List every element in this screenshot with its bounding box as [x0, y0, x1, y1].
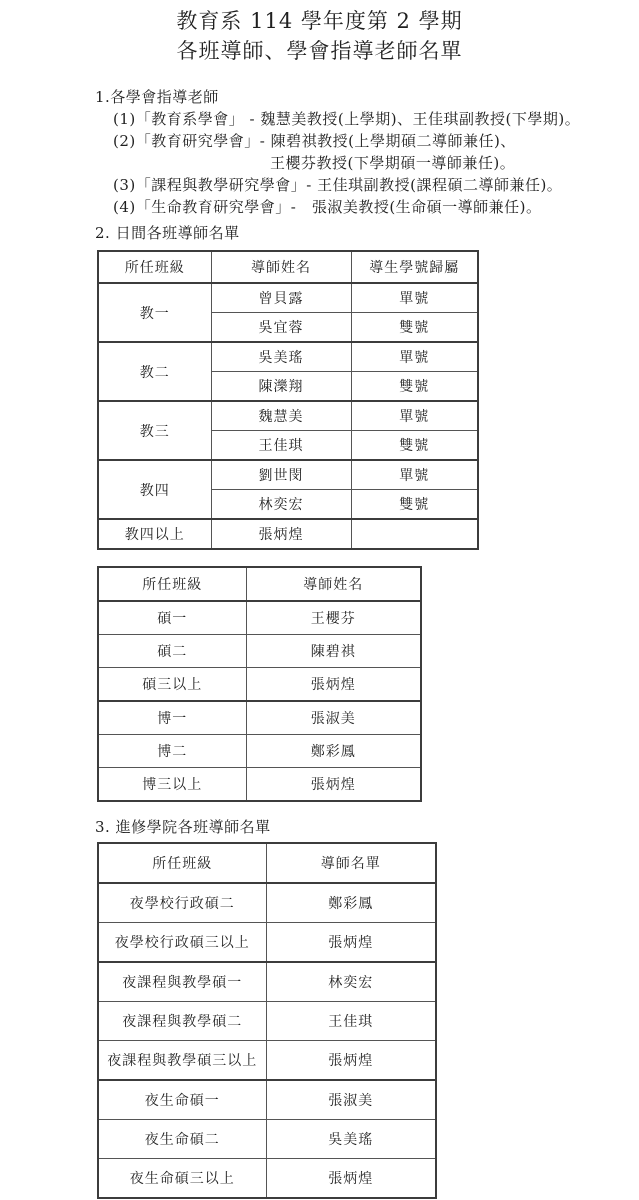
- table-row: [98, 1120, 436, 1159]
- advisor-cell: 王佳琪: [211, 431, 351, 461]
- class-cell: 教四以上: [98, 519, 211, 549]
- table-row: [98, 601, 421, 635]
- parity-cell: 單號: [351, 283, 478, 313]
- class-cell: 夜學校行政碩二: [98, 883, 266, 923]
- advisor-cell: 吳美瑤: [266, 1120, 436, 1159]
- table-header-row: [98, 843, 436, 883]
- advisor-cell: 張淑美: [246, 701, 421, 735]
- table-row: [98, 342, 478, 372]
- table-row: [98, 1080, 436, 1120]
- advisor-cell: 陳濼翔: [211, 372, 351, 402]
- section-society-advisors: [95, 86, 639, 218]
- society-advisor-item-3: (3)「課程與教學研究學會」- 王佳琪副教授(課程碩二導師兼任)。: [113, 176, 563, 194]
- column-header-advisor-name: 導師姓名: [211, 251, 351, 283]
- advisor-cell: 張淑美: [266, 1080, 436, 1120]
- parity-cell: 雙號: [351, 431, 478, 461]
- graduate-class-advisors-table: [97, 566, 422, 802]
- document-title-line-1: 教育系 114 學年度第 2 學期: [176, 9, 463, 33]
- parity-cell: 單號: [351, 460, 478, 490]
- advisor-cell: 吳宜蓉: [211, 313, 351, 343]
- table-row: [98, 519, 478, 549]
- advisor-cell: 鄭彩鳳: [246, 735, 421, 768]
- day-class-advisors-table: [97, 250, 479, 550]
- class-cell: 博三以上: [98, 768, 246, 802]
- class-cell: 博二: [98, 735, 246, 768]
- parity-cell: 單號: [351, 342, 478, 372]
- class-cell: 博一: [98, 701, 246, 735]
- class-cell: 碩三以上: [98, 668, 246, 702]
- society-advisor-item-4: (4)「生命教育研究學會」- 張淑美教授(生命碩一導師兼任)。: [113, 198, 542, 216]
- table-header-row: [98, 567, 421, 601]
- section-3-heading: 3. 進修學院各班導師名單: [95, 818, 271, 836]
- class-cell: 夜課程與教學碩二: [98, 1002, 266, 1041]
- table-row: [98, 768, 421, 802]
- class-cell: 夜課程與教學碩三以上: [98, 1041, 266, 1081]
- society-advisor-item-2-continuation: 王櫻芬教授(下學期碩一導師兼任)。: [270, 154, 516, 172]
- table-row: [98, 668, 421, 702]
- advisor-cell: 曾貝露: [211, 283, 351, 313]
- document-title: [0, 0, 639, 66]
- class-cell: 教二: [98, 342, 211, 401]
- advisor-cell: 鄭彩鳳: [266, 883, 436, 923]
- column-header-class: 所任班級: [98, 843, 266, 883]
- advisor-cell: 魏慧美: [211, 401, 351, 431]
- advisor-cell: 張炳煌: [211, 519, 351, 549]
- advisor-cell: 王佳琪: [266, 1002, 436, 1041]
- advisor-cell: 張炳煌: [246, 668, 421, 702]
- class-cell: 教四: [98, 460, 211, 519]
- column-header-advisor-name: 導師名單: [266, 843, 436, 883]
- advisor-cell: 王櫻芬: [246, 601, 421, 635]
- column-header-class: 所任班級: [98, 567, 246, 601]
- section-1-heading: 1.各學會指導老師: [95, 88, 219, 106]
- class-cell: 教一: [98, 283, 211, 342]
- parity-cell: [351, 519, 478, 549]
- table-row: [98, 1002, 436, 1041]
- table-row: [98, 460, 478, 490]
- parity-cell: 雙號: [351, 313, 478, 343]
- table-row: [98, 923, 436, 963]
- class-cell: 夜生命碩三以上: [98, 1159, 266, 1199]
- advisor-cell: 陳碧祺: [246, 635, 421, 668]
- advisor-cell: 張炳煌: [266, 923, 436, 963]
- column-header-advisor-name: 導師姓名: [246, 567, 421, 601]
- class-cell: 碩二: [98, 635, 246, 668]
- document-title-line-2: 各班導師、學會指導老師名單: [176, 39, 463, 63]
- parity-cell: 單號: [351, 401, 478, 431]
- class-cell: 碩一: [98, 601, 246, 635]
- column-header-class: 所任班級: [98, 251, 211, 283]
- class-cell: 夜課程與教學碩一: [98, 962, 266, 1002]
- column-header-student-id-parity: 導生學號歸屬: [351, 251, 478, 283]
- table-row: [98, 401, 478, 431]
- society-advisor-item-1: (1)「教育系學會」 - 魏慧美教授(上學期)、王佳琪副教授(下學期)。: [113, 110, 581, 128]
- table-row: [98, 883, 436, 923]
- table-row: [98, 283, 478, 313]
- table-row: [98, 735, 421, 768]
- society-advisor-item-2: (2)「教育研究學會」- 陳碧祺教授(上學期碩二導師兼任)、: [113, 132, 516, 150]
- class-cell: 夜生命碩一: [98, 1080, 266, 1120]
- parity-cell: 雙號: [351, 372, 478, 402]
- table-header-row: [98, 251, 478, 283]
- advisor-cell: 林奕宏: [211, 490, 351, 520]
- advisor-cell: 張炳煌: [266, 1159, 436, 1199]
- parity-cell: 雙號: [351, 490, 478, 520]
- table-row: [98, 635, 421, 668]
- table-row: [98, 1159, 436, 1199]
- advisor-cell: 張炳煌: [266, 1041, 436, 1081]
- advisor-cell: 張炳煌: [246, 768, 421, 802]
- class-cell: 夜學校行政碩三以上: [98, 923, 266, 963]
- table-row: [98, 962, 436, 1002]
- class-cell: 夜生命碩二: [98, 1120, 266, 1159]
- continuing-college-advisors-table: [97, 842, 437, 1199]
- table-row: [98, 1041, 436, 1081]
- advisor-cell: 林奕宏: [266, 962, 436, 1002]
- advisor-cell: 劉世閔: [211, 460, 351, 490]
- class-cell: 教三: [98, 401, 211, 460]
- section-2-heading: 2. 日間各班導師名單: [95, 224, 240, 242]
- table-row: [98, 701, 421, 735]
- advisor-cell: 吳美瑤: [211, 342, 351, 372]
